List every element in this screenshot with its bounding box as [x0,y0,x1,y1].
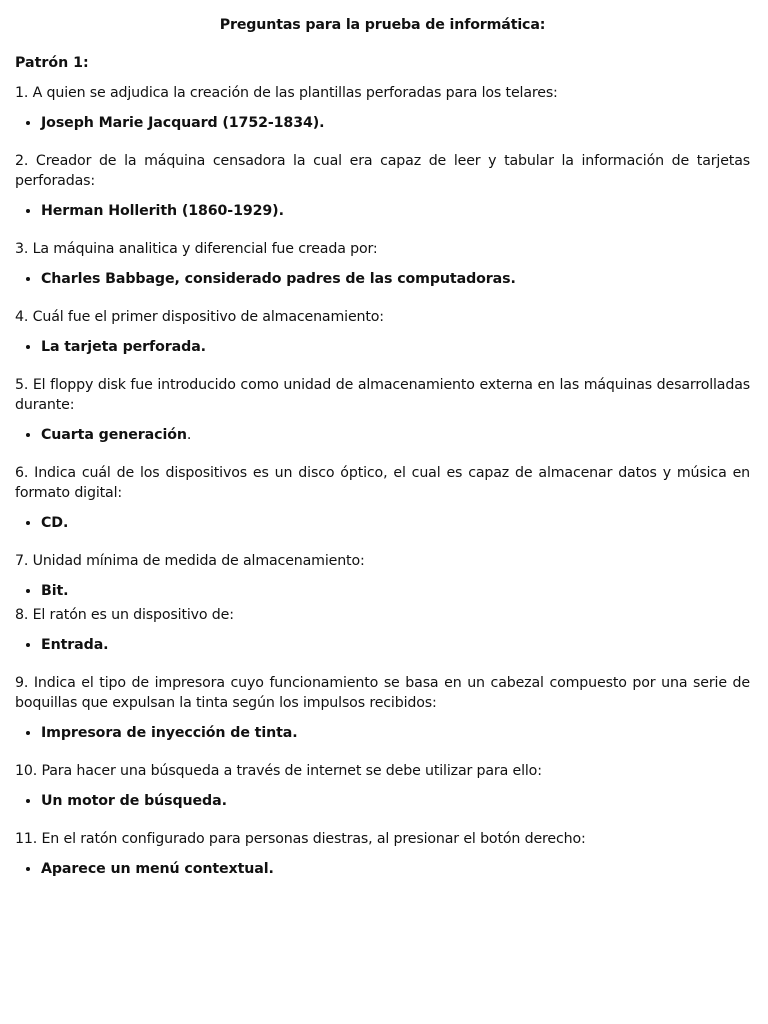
answer-list [15,269,750,289]
question-text: 11. En el ratón configurado para personas diestras, al presionar el botón derecho: [15,831,586,847]
question-text: 10. Para hacer una búsqueda a través de internet se debe utilizar para ello: [15,763,542,779]
answer-item [41,425,750,445]
question-block [15,605,750,655]
question-block [15,829,750,879]
question-text: 2. Creador de la máquina censadora la cual era capaz de leer y tabular la información de tarjetas perforadas: [15,153,750,189]
question-block [15,151,750,221]
question-block [15,239,750,289]
answer-list [15,337,750,357]
question-text: 6. Indica cuál de los dispositivos es un disco óptico, el cual es capaz de almacenar datos y música en formato digital: [15,465,750,501]
answer-item [41,201,750,221]
answer-list [15,201,750,221]
answer-text: Bit. [41,583,69,599]
question-block [15,463,750,533]
question-block [15,83,750,133]
answer-text-rest: . [186,427,192,443]
question-block [15,673,750,743]
answer-text: Charles Babbage, considerado padres de las computadoras. [41,271,516,287]
answer-list [15,723,750,743]
answer-item [41,859,750,879]
answer-item [41,113,750,133]
answer-text: Entrada. [41,637,109,653]
answer-list [15,513,750,533]
answer-text: Un motor de búsqueda. [41,793,227,809]
answer-item [41,581,750,601]
answer-list [15,791,750,811]
answer-text: Aparece un menú contextual. [41,861,274,877]
answer-item [41,635,750,655]
question-text: 9. Indica el tipo de impresora cuyo funcionamiento se basa en un cabezal compuesto por una serie de boquillas que expulsan la tinta según los impulsos recibidos: [15,675,750,711]
question-text: 4. Cuál fue el primer dispositivo de almacenamiento: [15,309,384,325]
answer-item [41,723,750,743]
answer-list [15,581,750,601]
question-text: 5. El floppy disk fue introducido como unidad de almacenamiento externa en las máquinas desarrolladas durante: [15,377,750,413]
question-block [15,307,750,357]
answer-list [15,113,750,133]
question-text: 3. La máquina analitica y diferencial fue creada por: [15,241,378,257]
answer-text: CD. [41,515,69,531]
answer-item [41,791,750,811]
answer-text: Impresora de inyección de tinta. [41,725,298,741]
document-title: Preguntas para la prueba de informática: [219,17,546,33]
question-text: 8. El ratón es un dispositivo de: [15,607,234,623]
answer-item [41,269,750,289]
answer-list [15,859,750,879]
answer-text-bold: Cuarta generación [41,427,187,443]
question-block [15,761,750,811]
question-block [15,551,750,601]
question-block [15,375,750,445]
answer-list [15,635,750,655]
answer-text: La tarjeta perforada. [41,339,206,355]
answer-list [15,425,750,445]
pattern-label: Patrón 1: [15,55,89,71]
answer-item [41,337,750,357]
question-text: 1. A quien se adjudica la creación de las plantillas perforadas para los telares: [15,85,558,101]
answer-text: Joseph Marie Jacquard (1752-1834). [41,115,325,131]
question-text: 7. Unidad mínima de medida de almacenamiento: [15,553,365,569]
answer-item [41,513,750,533]
answer-text: Herman Hollerith (1860-1929). [41,203,284,219]
